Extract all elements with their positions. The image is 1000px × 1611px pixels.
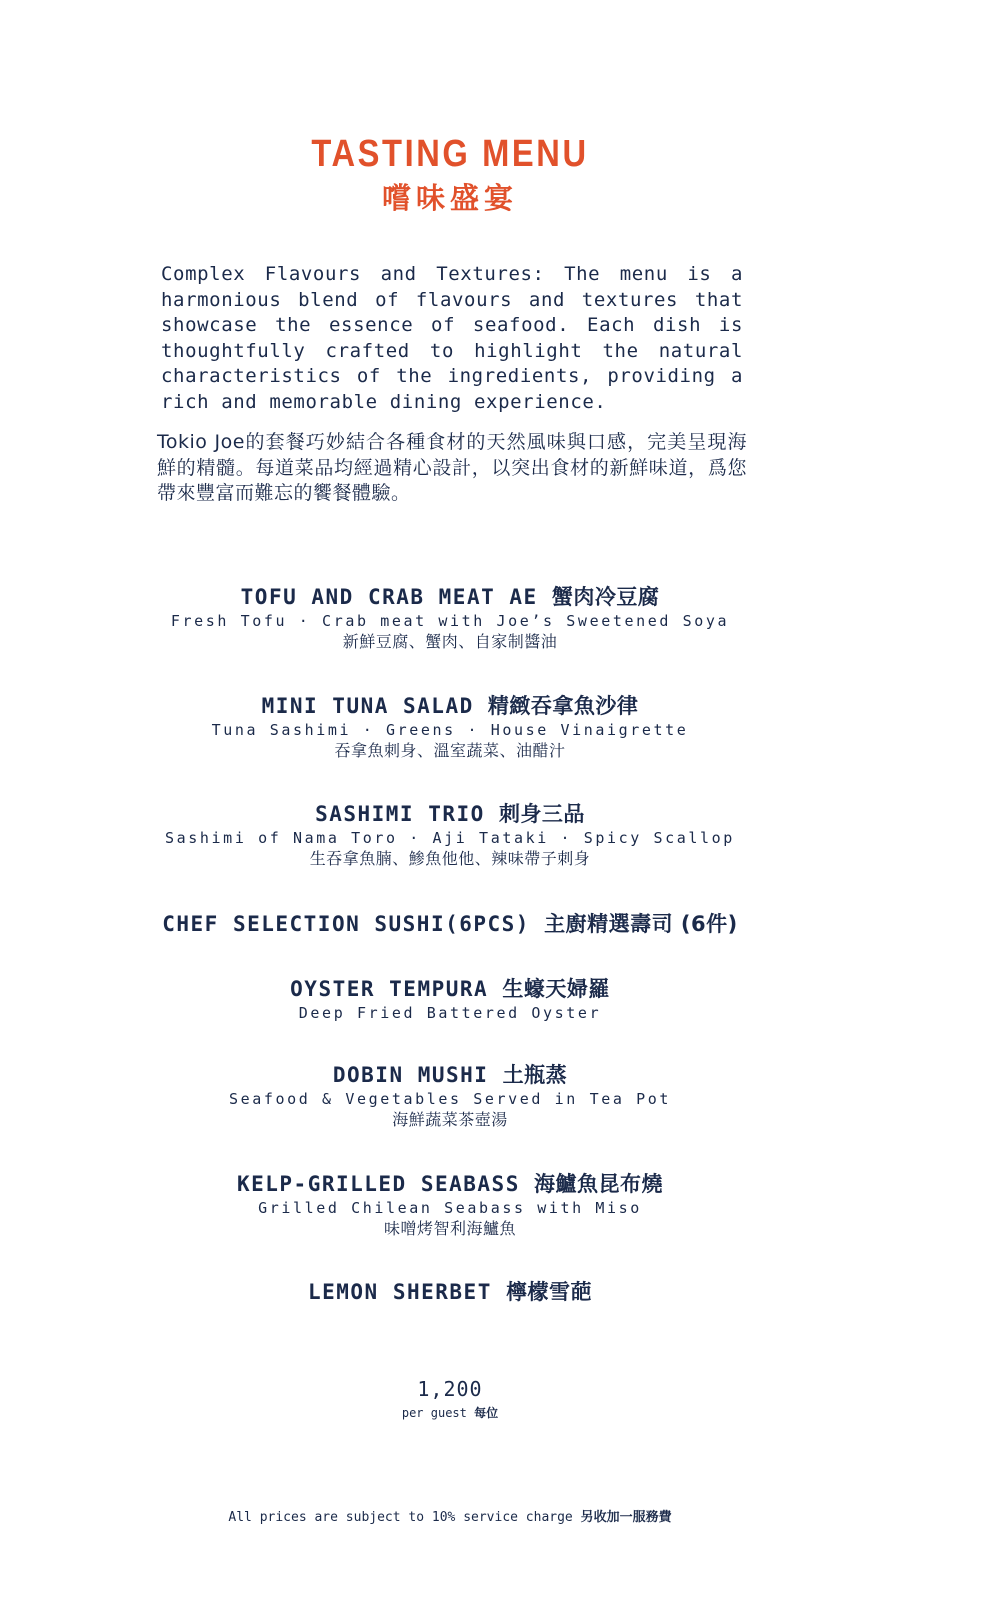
dish-item <box>0 584 900 652</box>
dish-name-english: DOBIN MUSHI <box>332 1063 489 1087</box>
dish-name-chinese: 檸檬雪葩 <box>506 1280 593 1304</box>
dish-name-chinese: 主廚精選壽司 (6件) <box>544 912 738 936</box>
dish-item <box>0 1062 900 1130</box>
dish-description-english: Grilled Chilean Seabass with Miso <box>258 1199 642 1217</box>
service-charge-note <box>0 1509 900 1527</box>
service-charge-chinese: 另收加一服務費 <box>580 1510 672 1525</box>
dish-name-english: LEMON SHERBET <box>307 1280 492 1304</box>
dish-name-english: SASHIMI TRIO <box>315 802 485 826</box>
dish-item <box>0 976 900 1023</box>
title-block <box>0 132 900 216</box>
per-guest-english: per guest <box>401 1406 467 1420</box>
dish-name-chinese: 土瓶蒸 <box>502 1063 568 1087</box>
dish-item <box>0 911 900 937</box>
dish-description-chinese: 味噌烤智利海鱸魚 <box>383 1219 516 1238</box>
dish-description-chinese: 新鮮豆腐、蟹肉、自家制醬油 <box>342 632 558 651</box>
dish-description-chinese: 吞拿魚刺身、溫室蔬菜、油醋汁 <box>334 741 566 760</box>
dish-name <box>0 1279 900 1305</box>
dish-description-chinese: 生吞拿魚腩、鯵魚他他、辣味帶子刺身 <box>309 849 591 868</box>
dish-name-english: TOFU AND CRAB MEAT AE <box>240 585 538 609</box>
dish-name <box>0 1171 900 1197</box>
price-block <box>0 1376 900 1421</box>
per-guest-chinese: 每位 <box>474 1406 499 1420</box>
dish-name <box>0 801 900 827</box>
dish-description-english: Deep Fried Battered Oyster <box>298 1004 602 1022</box>
dish-name-chinese: 海鱸魚昆布燒 <box>534 1172 664 1196</box>
dish-item <box>0 1171 900 1239</box>
dish-name-english: MINI TUNA SALAD <box>261 694 474 718</box>
intro-paragraph-english: Complex Flavours and Textures: The menu is a harmonious blend of flavours and textures that showcase the essence of seafood. Each dish is thoughtfully crafted to highlight the natural characteristics of the ingredients, providing a rich and memorable dining experience. <box>161 263 743 413</box>
per-guest-label <box>0 1405 900 1421</box>
dish-name <box>0 976 900 1002</box>
dish-description-english: Seafood & Vegetables Served in Tea Pot <box>229 1090 671 1108</box>
dish-item <box>0 1279 900 1305</box>
dish-name <box>0 584 900 610</box>
dish-name-english: CHEF SELECTION SUSHI(6PCS) <box>162 912 530 936</box>
dish-name-chinese: 精緻吞拿魚沙律 <box>487 694 639 718</box>
intro-paragraph-chinese: Tokio Joe的套餐巧妙結合各種食材的天然風味與口感，完美呈現海鮮的精髓。每道菜品均經過精心設計，以突出食材的新鮮味道，爲您帶來豐富而難忘的饗餐體驗。 <box>157 431 747 504</box>
dish-name-english: KELP-GRILLED SEABASS <box>236 1172 520 1196</box>
menu-title-chinese: 嚐味盛宴 <box>381 181 518 215</box>
dish-name-chinese: 刺身三品 <box>498 802 585 826</box>
dish-description-english: Sashimi of Nama Toro · Aji Tataki · Spicy Scallop <box>165 829 735 847</box>
dish-description-english: Tuna Sashimi · Greens · House Vinaigrette <box>211 721 689 739</box>
menu-title: TASTING MENU <box>311 133 589 175</box>
dish-description-english: Fresh Tofu · Crab meat with Joe’s Sweetened Soya <box>170 612 730 630</box>
dish-name <box>0 911 900 937</box>
service-charge-english: All prices are subject to 10% service charge <box>228 1510 573 1525</box>
dish-name-english: OYSTER TEMPURA <box>290 977 489 1001</box>
dish-item <box>0 801 900 869</box>
menu-price: 1,200 <box>417 1377 483 1401</box>
dish-name-chinese: 生蠔天婦羅 <box>502 977 610 1001</box>
dish-name <box>0 1062 900 1088</box>
dish-name <box>0 693 900 719</box>
dish-description-chinese: 海鮮蔬菜茶壺湯 <box>392 1110 508 1129</box>
dish-name-chinese: 蟹肉冷豆腐 <box>551 585 660 609</box>
dish-item <box>0 693 900 761</box>
